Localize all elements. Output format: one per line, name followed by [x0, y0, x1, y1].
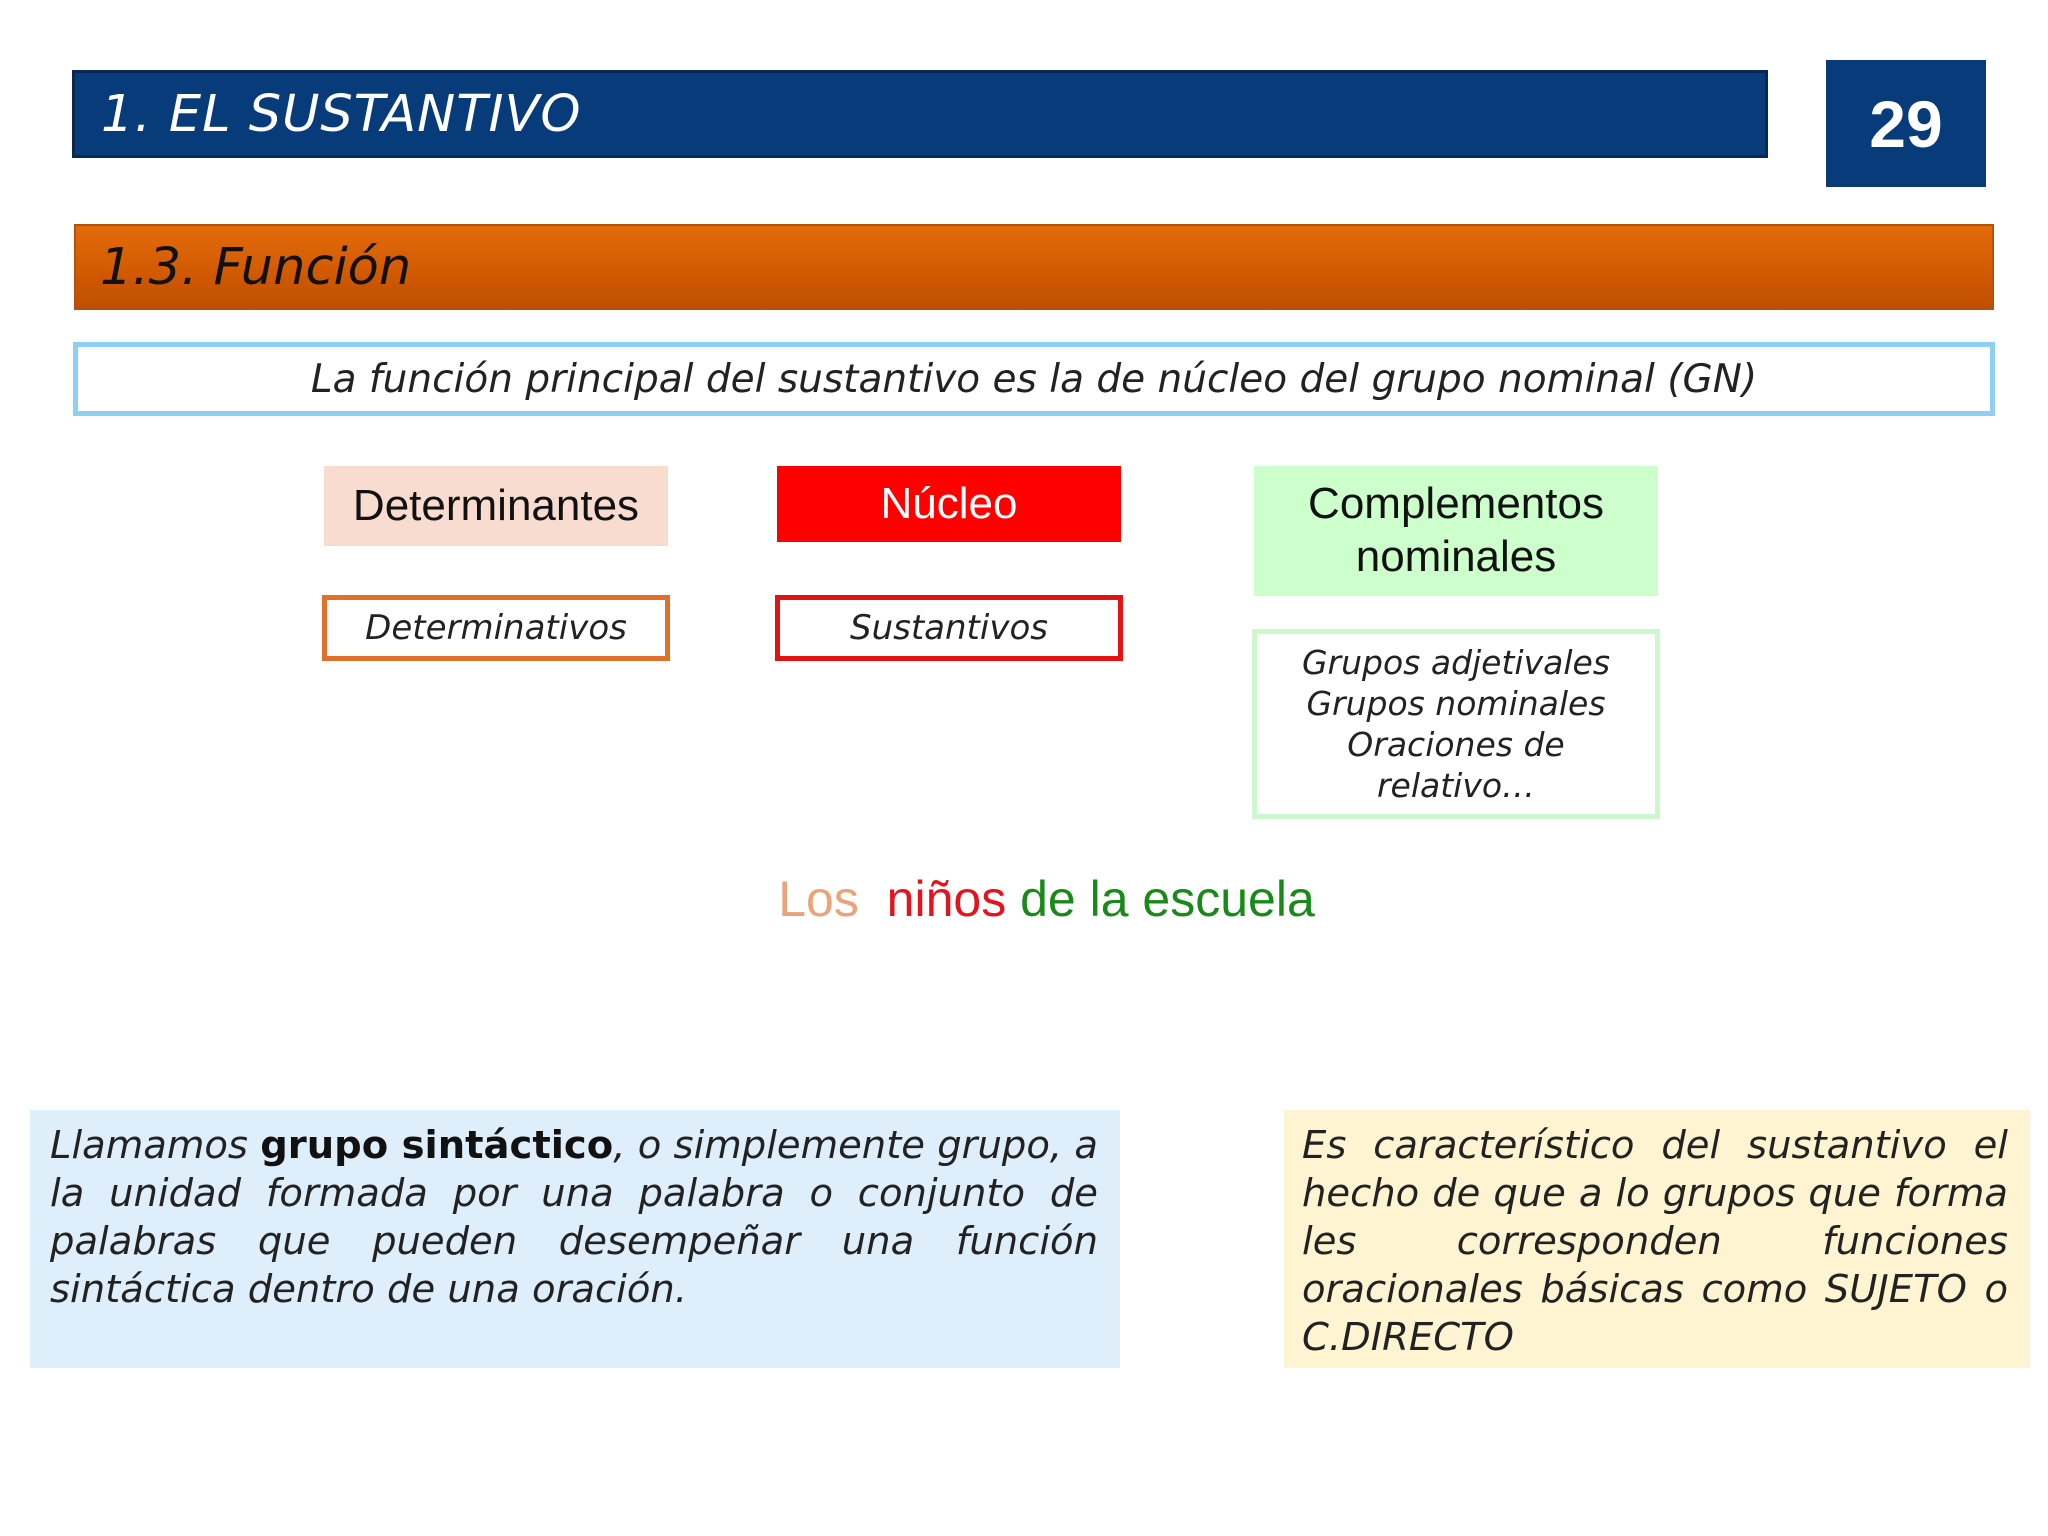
- caracteristica-box: [1284, 1110, 2030, 1368]
- section-bar: [74, 224, 1994, 310]
- header-bar: [72, 70, 1768, 158]
- nucleo-header: Núcleo: [777, 466, 1121, 542]
- complementos-box: [1252, 629, 1660, 819]
- example-nucleo: niños: [886, 871, 1007, 927]
- grupo-sintactico-box: [30, 1110, 1120, 1368]
- page-number: 29: [1826, 60, 1986, 187]
- determinantes-header: Determinantes: [324, 466, 668, 546]
- example-determinante: Los: [778, 871, 859, 927]
- complementos-header-line2: nominales: [1355, 532, 1557, 581]
- sustantivos-box: Sustantivos: [775, 595, 1123, 661]
- section-title: 1.3. Función: [100, 237, 412, 297]
- complementos-item: Oraciones de: [1347, 725, 1565, 764]
- complementos-header-line1: Complementos: [1308, 479, 1604, 529]
- example-phrase: [0, 870, 2048, 928]
- header-title: 1. EL SUSTANTIVO: [101, 84, 582, 144]
- info-left-after: , o simplemente grupo, a la unidad formada por una palabra o conjunto de palabras que pueden desempeñar una función sintáctica dentro de una oración.: [50, 1123, 1098, 1312]
- example-complemento: de la escuela: [1020, 871, 1315, 927]
- definition-text: La función principal del sustantivo es la de núcleo del grupo nominal (GN): [310, 356, 1758, 402]
- definition-box: [73, 342, 1995, 416]
- info-left-bold: grupo sintáctico: [260, 1123, 614, 1168]
- determinativos-box: Determinativos: [322, 595, 670, 661]
- info-right-text: Es característico del sustantivo el hecho de que a lo grupos que forma les corresponden funciones oracionales básicas como SUJETO o C.DIRECTO: [1302, 1123, 2008, 1360]
- info-left-before: Llamamos: [50, 1123, 261, 1168]
- complementos-item: relativo…: [1376, 766, 1536, 805]
- complementos-header: [1254, 466, 1658, 596]
- complementos-item: Grupos adjetivales: [1301, 643, 1611, 682]
- complementos-item: Grupos nominales: [1306, 684, 1606, 723]
